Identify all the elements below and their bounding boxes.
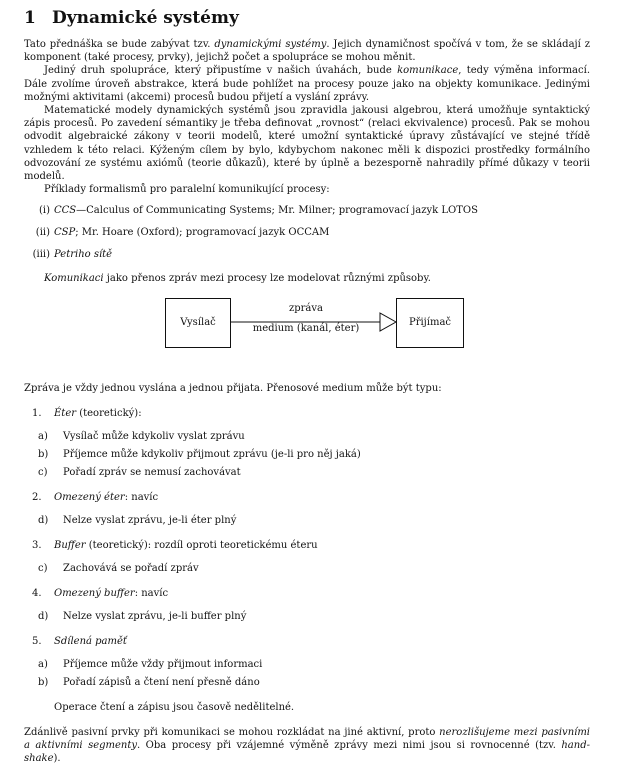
section-heading xyxy=(24,6,590,30)
item-label: a) xyxy=(38,658,48,670)
item-label: (iii) xyxy=(32,249,50,261)
item-label: a) xyxy=(38,430,48,442)
text-run: : navíc xyxy=(124,491,159,503)
item-label: 1. xyxy=(32,407,42,419)
text-run: —Calculus of Communicating Systems; Mr. Milner; programovací jazyk LOTOS xyxy=(76,205,478,217)
intro-paragraph-1 xyxy=(24,38,590,64)
message-label: zpráva xyxy=(288,302,324,314)
communication-diagram xyxy=(24,292,590,374)
text-run: (teoretický): xyxy=(76,407,142,419)
emphasis: Éter xyxy=(54,407,77,419)
text-run: ). xyxy=(53,753,61,765)
sender-label: Vysílač xyxy=(180,317,216,329)
list-item xyxy=(24,491,590,504)
receiver-label: Přijímač xyxy=(408,317,452,329)
emphasis: nerozlišujeme mezi pasivními a aktivními segmenty xyxy=(24,726,591,752)
intro-paragraph-3: Matematické modely dynamických systémů jsou zpravidla jakousi algebrou, která umožňuje syntaktický zápis procesů. Po zavedení sémantiky je třeba definovat „rovnost“ (relaci ekvivalence) procesů. Pak se mohou odvodit algebraické zákony v teorii modelů, které umožní syntaktické úpravy zůstávající ve stejné třídě vzhledem k této relaci. Kýženým cílem by bylo, kdybychom nakonec měli k dispozici prostředky formálního odvozování ze systému axiómů (teorie důkazů), které by úplně a bezesporně nahradily přímé důkazy v teorii modelů. xyxy=(24,105,590,183)
sub-item xyxy=(24,676,590,689)
text-run: jako přenos zpráv mezi procesy lze modelovat různými způsoby. xyxy=(103,273,431,285)
item-label: c) xyxy=(38,466,48,478)
list-item xyxy=(24,587,590,600)
list-item xyxy=(24,204,590,226)
text-run: : navíc xyxy=(134,587,169,599)
text-run: . Jejich dynamičnost spočívá v tom, že se skládají z komponent (také procesy, prvky), jejichž počet a spolupráce se mohou měnit. xyxy=(24,39,590,64)
text-run: Nelze vyslat zprávu, je-li éter plný xyxy=(63,514,237,526)
text-run: . Oba procesy při vzájemné výměně zprávy mezi nimi jsou si rovnocenné (tzv. xyxy=(137,740,562,752)
medium-intro: Zpráva je vždy jednou vyslána a jednou přijata. Přenosové medium může být typu: xyxy=(24,382,442,394)
item-label: (i) xyxy=(38,205,50,217)
emphasis: Petriho sítě xyxy=(54,249,113,261)
formalisms-list xyxy=(24,204,590,270)
emphasis: Sdílená paměť xyxy=(54,635,127,647)
emphasis: Omezený éter xyxy=(54,491,125,503)
text-run: Vysílač může kdykoliv vyslat zprávu xyxy=(63,430,245,442)
item-label: b) xyxy=(38,448,49,460)
text-run: , tedy výměna informací. Dále zvolíme úroveň abstrakce, která bude pohlížet na procesy pouze jako na objekty komunikace. Jedinými možnými aktivitami (akcemi) procesů budou přijetí a vyslání zprávy. xyxy=(24,65,590,103)
text-run: Nelze vyslat zprávu, je-li buffer plný xyxy=(63,610,247,622)
section-number: 1 xyxy=(24,8,36,28)
sub-item xyxy=(24,430,590,443)
text-run: Pořadí zápisů a čtení není přesně dáno xyxy=(63,676,260,688)
closing-paragraph xyxy=(24,726,590,765)
item-label: (ii) xyxy=(35,227,50,239)
emphasis: dynamickými systémy xyxy=(214,39,327,50)
list-item xyxy=(24,226,590,248)
section-title: Dynamické systémy xyxy=(52,8,239,28)
text-run: Pořadí zpráv se nemusí zachovávat xyxy=(63,466,241,478)
sub-item xyxy=(24,448,590,461)
atomic-note: Operace čtení a zápisu jsou časově nedělitelné. xyxy=(54,701,295,713)
text-run: Příjemce může vždy přijmout informaci xyxy=(63,658,263,670)
list-item xyxy=(24,248,590,270)
emphasis: CCS xyxy=(54,205,77,217)
list-item xyxy=(24,407,590,420)
intro-paragraph-4: Příklady formalismů pro paralelní komunikující procesy: xyxy=(44,184,330,196)
emphasis: hand-shake xyxy=(24,740,590,765)
sub-item xyxy=(24,610,590,623)
item-label: d) xyxy=(38,610,49,622)
emphasis: CSP xyxy=(54,227,76,239)
item-label: 2. xyxy=(32,491,42,503)
document-page xyxy=(24,6,590,765)
text-run: ; Mr. Hoare (Oxford); programovací jazyk OCCAM xyxy=(75,227,330,239)
item-label: b) xyxy=(38,676,49,688)
text-run: Zachovává se pořadí zpráv xyxy=(63,562,199,574)
text-run: Zdánlivě pasivní prvky při komunikaci se mohou rozkládat na jiné aktivní, proto xyxy=(24,726,440,738)
text-run: Jediný druh spolupráce, který připustíme v našich úvahách, bude xyxy=(44,65,398,77)
emphasis: Omezený buffer xyxy=(54,587,135,599)
sub-item xyxy=(24,562,590,575)
list-item xyxy=(24,635,590,648)
communication-paragraph xyxy=(24,272,590,285)
emphasis: Buffer xyxy=(54,539,86,551)
item-label: c) xyxy=(38,562,48,574)
item-label: 4. xyxy=(32,587,42,599)
text-run: Tato přednáška se bude zabývat tzv. xyxy=(24,39,215,50)
text-run: (teoretický): rozdíl oproti teoretickému éteru xyxy=(85,539,318,551)
medium-label: medium (kanál, éter) xyxy=(252,322,360,334)
sub-item xyxy=(24,466,590,479)
medium-types-list xyxy=(24,407,590,689)
emphasis: Komunikaci xyxy=(44,273,104,285)
item-label: 3. xyxy=(32,539,42,551)
sub-item xyxy=(24,514,590,527)
sub-item xyxy=(24,658,590,671)
text-run: Příjemce může kdykoliv přijmout zprávu (je-li pro něj jaká) xyxy=(63,448,361,460)
emphasis: komunikace xyxy=(397,65,459,77)
list-item xyxy=(24,539,590,552)
item-label: d) xyxy=(38,514,49,526)
intro-paragraph-2 xyxy=(24,64,590,104)
item-label: 5. xyxy=(32,635,42,647)
